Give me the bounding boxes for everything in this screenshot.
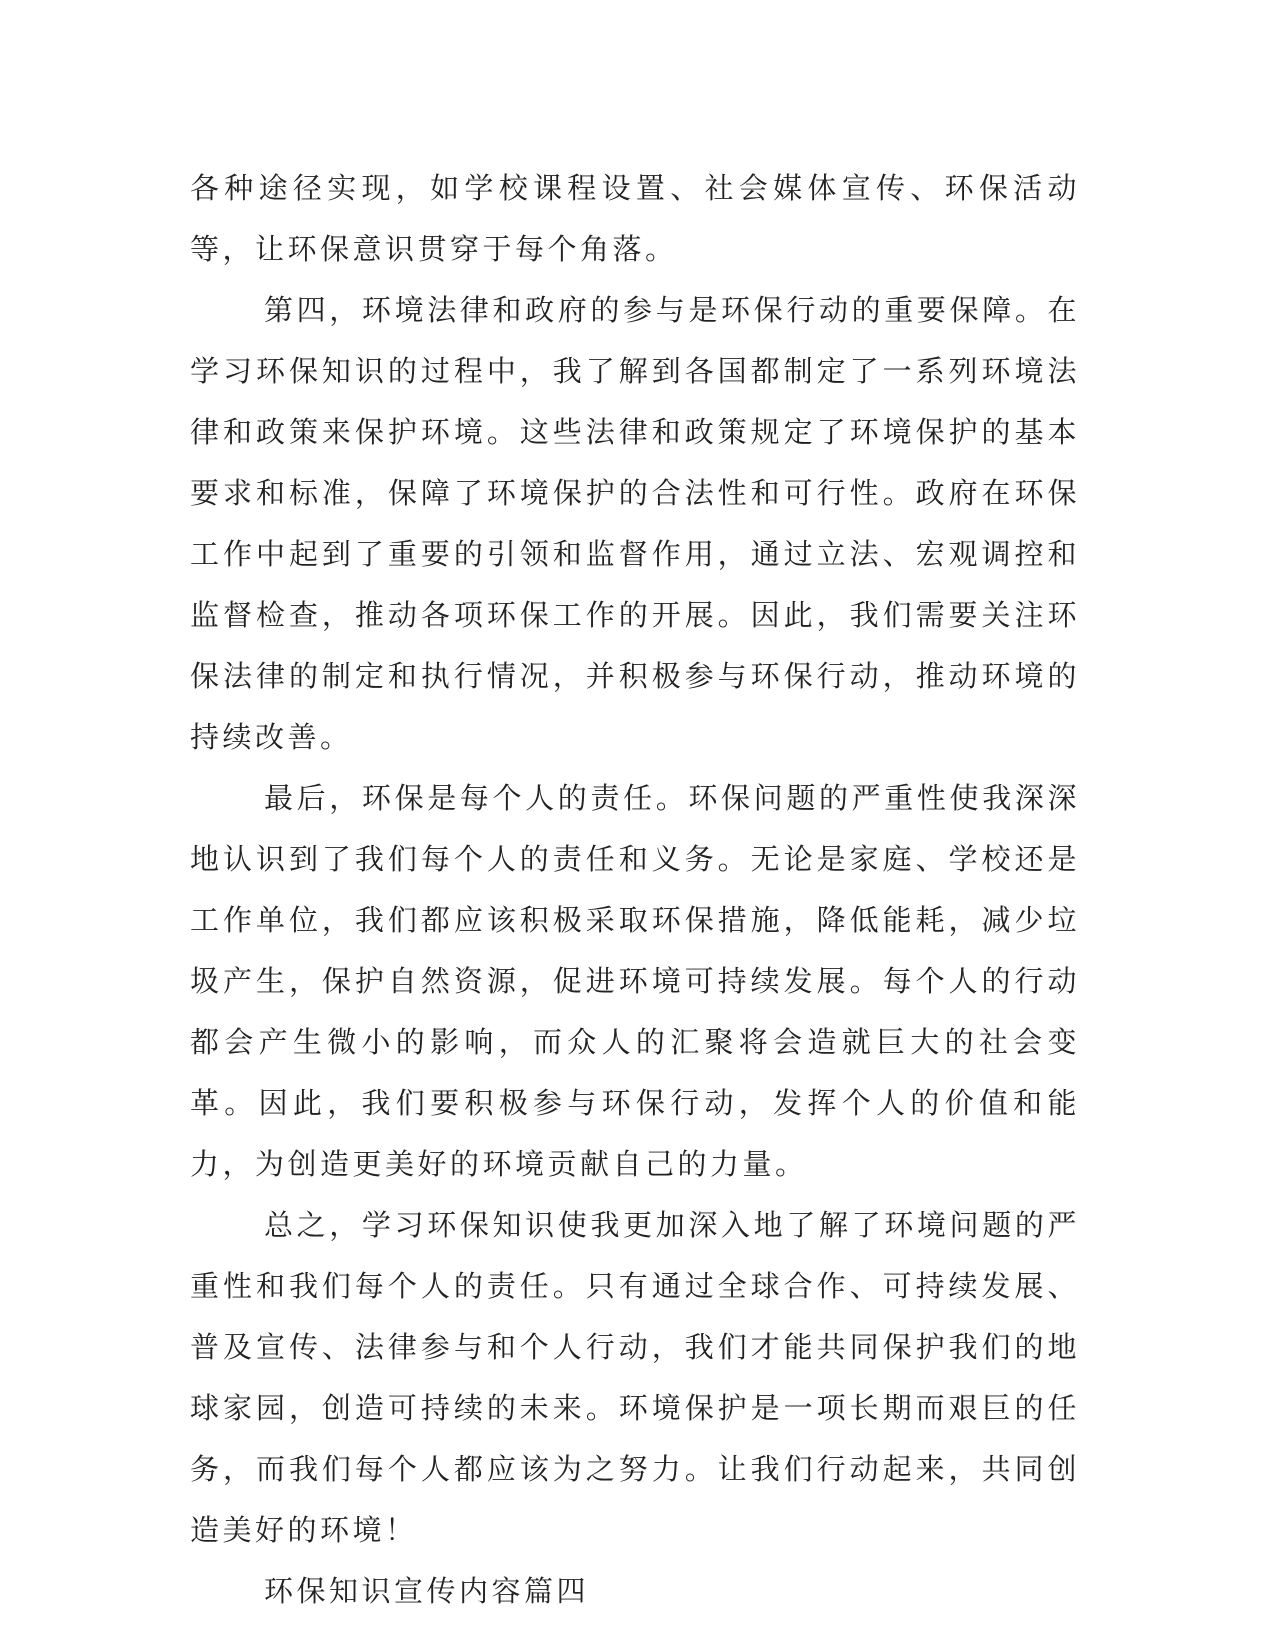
paragraph-fourth-point: 第四，环境法律和政府的参与是环保行动的重要保障。在学习环保知识的过程中，我了解到各国都制定了一系列环境法律和政策来保护环境。这些法律和政策规定了环境保护的基本要求和标准，保障了环境保护的合法性和可行性。政府在环保工作中起到了重要的引领和监督作用，通过立法、宏观调控和监督检查，推动各项环保工作的开展。因此，我们需要关注环保法律的制定和执行情况，并积极参与环保行动，推动环境的持续改善。: [190, 293, 1080, 754]
paragraph-finally: 最后，环保是每个人的责任。环保问题的严重性使我深深地认识到了我们每个人的责任和义务。无论是家庭、学校还是工作单位，我们都应该积极采取环保措施，降低能耗，减少垃圾产生，保护自然资源，促进环境可持续发展。每个人的行动都会产生微小的影响，而众人的汇聚将会造就巨大的社会变革。因此，我们要积极参与环保行动，发挥个人的价值和能力，为创造更美好的环境贡献自己的力量。: [190, 781, 1080, 1181]
document-body: [190, 158, 1080, 1622]
paragraph-continuation: 各种途径实现，如学校课程设置、社会媒体宣传、环保活动等，让环保意识贯穿于每个角落。: [190, 171, 1080, 266]
paragraph-conclusion: 总之，学习环保知识使我更加深入地了解了环境问题的严重性和我们每个人的责任。只有通过全球合作、可持续发展、普及宣传、法律参与和个人行动，我们才能共同保护我们的地球家园，创造可持续的未来。环境保护是一项长期而艰巨的任务，而我们每个人都应该为之努力。让我们行动起来，共同创造美好的环境！: [190, 1208, 1080, 1547]
section-heading: 环保知识宣传内容篇四: [264, 1574, 590, 1608]
